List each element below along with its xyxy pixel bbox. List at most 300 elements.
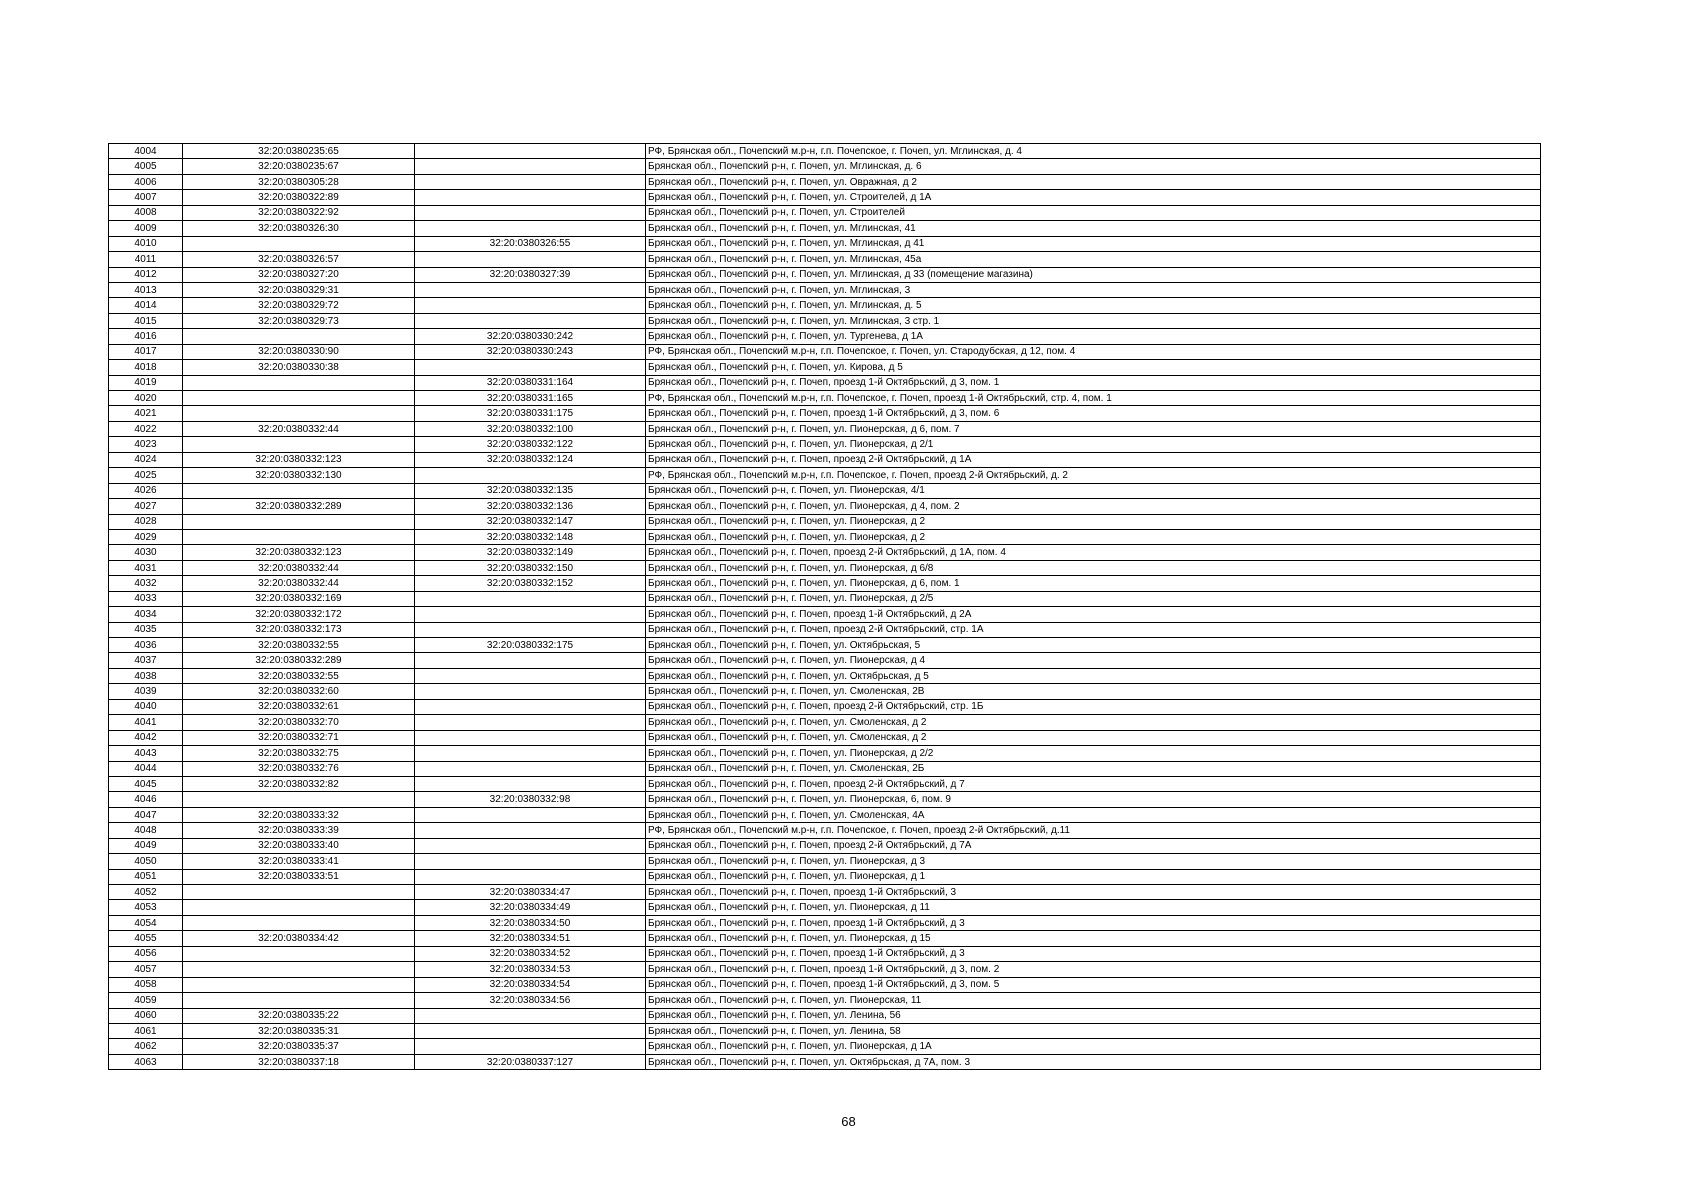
object-number-cell	[415, 761, 646, 776]
table-row	[109, 1008, 1541, 1023]
table-row	[109, 962, 1541, 977]
row-number-cell: 4032	[109, 576, 183, 591]
table-row	[109, 329, 1541, 344]
row-number-cell: 4010	[109, 236, 183, 251]
parcel-number-cell: 32:20:0380332:44	[183, 421, 415, 436]
address-cell: Брянская обл., Почепский р-н, г. Почеп, ул. Пионерская, д 2	[646, 529, 1541, 544]
row-number-cell: 4048	[109, 823, 183, 838]
table-row	[109, 823, 1541, 838]
row-number-cell: 4047	[109, 807, 183, 822]
table-row	[109, 1023, 1541, 1038]
object-number-cell: 32:20:0380332:98	[415, 792, 646, 807]
table-row	[109, 838, 1541, 853]
parcel-number-cell: 32:20:0380332:289	[183, 499, 415, 514]
address-cell: Брянская обл., Почепский р-н, г. Почеп, ул. Ленина, 58	[646, 1023, 1541, 1038]
table-row	[109, 391, 1541, 406]
parcel-number-cell: 32:20:0380332:76	[183, 761, 415, 776]
table-row	[109, 406, 1541, 421]
parcel-number-cell: 32:20:0380333:39	[183, 823, 415, 838]
row-number-cell: 4055	[109, 931, 183, 946]
object-number-cell: 32:20:0380334:49	[415, 900, 646, 915]
object-number-cell: 32:20:0380331:165	[415, 391, 646, 406]
parcel-number-cell: 32:20:0380335:22	[183, 1008, 415, 1023]
row-number-cell: 4059	[109, 993, 183, 1008]
object-number-cell	[415, 190, 646, 205]
row-number-cell: 4060	[109, 1008, 183, 1023]
table-row	[109, 421, 1541, 436]
table-row	[109, 560, 1541, 575]
row-number-cell: 4034	[109, 607, 183, 622]
object-number-cell	[415, 607, 646, 622]
parcel-number-cell: 32:20:0380330:90	[183, 344, 415, 359]
object-number-cell	[415, 144, 646, 159]
object-number-cell	[415, 159, 646, 174]
table-row	[109, 761, 1541, 776]
address-cell: Брянская обл., Почепский р-н, г. Почеп, проезд 1-й Октябрьский, д 3, пом. 5	[646, 977, 1541, 992]
object-number-cell: 32:20:0380330:242	[415, 329, 646, 344]
parcel-number-cell	[183, 962, 415, 977]
table-row	[109, 607, 1541, 622]
row-number-cell: 4031	[109, 560, 183, 575]
object-number-cell	[415, 838, 646, 853]
table-row	[109, 236, 1541, 251]
parcel-number-cell: 32:20:0380332:55	[183, 668, 415, 683]
row-number-cell: 4063	[109, 1054, 183, 1069]
address-cell: Брянская обл., Почепский р-н, г. Почеп, ул. Пионерская, д 3	[646, 854, 1541, 869]
table-row	[109, 483, 1541, 498]
parcel-number-cell: 32:20:0380329:31	[183, 282, 415, 297]
object-number-cell: 32:20:0380332:135	[415, 483, 646, 498]
table-row	[109, 375, 1541, 390]
row-number-cell: 4043	[109, 746, 183, 761]
row-number-cell: 4012	[109, 267, 183, 282]
parcel-number-cell	[183, 514, 415, 529]
parcel-number-cell: 32:20:0380332:130	[183, 468, 415, 483]
address-cell: Брянская обл., Почепский р-н, г. Почеп, ул. Смоленская, 2Б	[646, 761, 1541, 776]
parcel-number-cell	[183, 529, 415, 544]
object-number-cell: 32:20:0380331:164	[415, 375, 646, 390]
table-row	[109, 144, 1541, 159]
parcel-number-cell: 32:20:0380335:31	[183, 1023, 415, 1038]
object-number-cell	[415, 776, 646, 791]
table-row	[109, 499, 1541, 514]
row-number-cell: 4023	[109, 437, 183, 452]
parcel-number-cell: 32:20:0380335:37	[183, 1039, 415, 1054]
row-number-cell: 4037	[109, 653, 183, 668]
address-cell: Брянская обл., Почепский р-н, г. Почеп, ул. Пионерская, д 4, пом. 2	[646, 499, 1541, 514]
row-number-cell: 4018	[109, 360, 183, 375]
object-number-cell: 32:20:0380334:54	[415, 977, 646, 992]
address-cell: Брянская обл., Почепский р-н, г. Почеп, ул. Мглинская, 45а	[646, 252, 1541, 267]
object-number-cell: 32:20:0380334:53	[415, 962, 646, 977]
object-number-cell	[415, 1008, 646, 1023]
object-number-cell: 32:20:0380332:147	[415, 514, 646, 529]
object-number-cell: 32:20:0380334:47	[415, 885, 646, 900]
parcel-number-cell	[183, 236, 415, 251]
row-number-cell: 4027	[109, 499, 183, 514]
object-number-cell	[415, 205, 646, 220]
address-cell: Брянская обл., Почепский р-н, г. Почеп, проезд 1-й Октябрьский, д 3, пом. 2	[646, 962, 1541, 977]
object-number-cell	[415, 653, 646, 668]
table-row	[109, 591, 1541, 606]
row-number-cell: 4016	[109, 329, 183, 344]
registry-table-body	[109, 144, 1541, 1070]
parcel-number-cell: 32:20:0380329:73	[183, 313, 415, 328]
address-cell: Брянская обл., Почепский р-н, г. Почеп, проезд 2-й Октябрьский, д 1А	[646, 452, 1541, 467]
object-number-cell: 32:20:0380332:149	[415, 545, 646, 560]
table-row	[109, 159, 1541, 174]
table-row	[109, 344, 1541, 359]
object-number-cell: 32:20:0380326:55	[415, 236, 646, 251]
row-number-cell: 4004	[109, 144, 183, 159]
row-number-cell: 4044	[109, 761, 183, 776]
row-number-cell: 4042	[109, 730, 183, 745]
object-number-cell: 32:20:0380337:127	[415, 1054, 646, 1069]
address-cell: Брянская обл., Почепский р-н, г. Почеп, ул. Пионерская, д 11	[646, 900, 1541, 915]
object-number-cell	[415, 869, 646, 884]
row-number-cell: 4050	[109, 854, 183, 869]
object-number-cell	[415, 298, 646, 313]
row-number-cell: 4007	[109, 190, 183, 205]
parcel-number-cell: 32:20:0380332:61	[183, 699, 415, 714]
address-cell: Брянская обл., Почепский р-н, г. Почеп, проезд 1-й Октябрьский, д 3, пом. 1	[646, 375, 1541, 390]
address-cell: Брянская обл., Почепский р-н, г. Почеп, ул. Строителей, д 1А	[646, 190, 1541, 205]
address-cell: Брянская обл., Почепский р-н, г. Почеп, ул. Октябрьская, д 5	[646, 668, 1541, 683]
row-number-cell: 4011	[109, 252, 183, 267]
address-cell: Брянская обл., Почепский р-н, г. Почеп, проезд 1-й Октябрьский, д 2А	[646, 607, 1541, 622]
row-number-cell: 4015	[109, 313, 183, 328]
parcel-number-cell: 32:20:0380332:172	[183, 607, 415, 622]
row-number-cell: 4046	[109, 792, 183, 807]
row-number-cell: 4029	[109, 529, 183, 544]
parcel-number-cell	[183, 437, 415, 452]
parcel-number-cell: 32:20:0380329:72	[183, 298, 415, 313]
address-cell: Брянская обл., Почепский р-н, г. Почеп, ул. Пионерская, д 2/1	[646, 437, 1541, 452]
row-number-cell: 4013	[109, 282, 183, 297]
object-number-cell	[415, 174, 646, 189]
parcel-number-cell: 32:20:0380326:30	[183, 221, 415, 236]
table-row	[109, 313, 1541, 328]
object-number-cell: 32:20:0380332:124	[415, 452, 646, 467]
row-number-cell: 4038	[109, 668, 183, 683]
parcel-number-cell: 32:20:0380333:32	[183, 807, 415, 822]
address-cell: Брянская обл., Почепский р-н, г. Почеп, ул. Ленина, 56	[646, 1008, 1541, 1023]
parcel-number-cell: 32:20:0380332:173	[183, 622, 415, 637]
table-row	[109, 622, 1541, 637]
row-number-cell: 4024	[109, 452, 183, 467]
address-cell: РФ, Брянская обл., Почепский м.р-н, г.п. Почепское, г. Почеп, проезд 1-й Октябрьский, стр. 4, пом. 1	[646, 391, 1541, 406]
table-row	[109, 699, 1541, 714]
address-cell: Брянская обл., Почепский р-н, г. Почеп, ул. Мглинская, д 41	[646, 236, 1541, 251]
row-number-cell: 4058	[109, 977, 183, 992]
parcel-number-cell	[183, 977, 415, 992]
object-number-cell: 32:20:0380327:39	[415, 267, 646, 282]
row-number-cell: 4014	[109, 298, 183, 313]
address-cell: Брянская обл., Почепский р-н, г. Почеп, ул. Пионерская, д 2/5	[646, 591, 1541, 606]
row-number-cell: 4057	[109, 962, 183, 977]
object-number-cell	[415, 1039, 646, 1054]
table-row	[109, 885, 1541, 900]
row-number-cell: 4045	[109, 776, 183, 791]
parcel-number-cell	[183, 329, 415, 344]
table-row	[109, 267, 1541, 282]
parcel-number-cell	[183, 900, 415, 915]
parcel-number-cell: 32:20:0380305:28	[183, 174, 415, 189]
table-row	[109, 282, 1541, 297]
address-cell: Брянская обл., Почепский р-н, г. Почеп, ул. Пионерская, д 1А	[646, 1039, 1541, 1054]
object-number-cell: 32:20:0380332:175	[415, 638, 646, 653]
registry-table	[108, 143, 1541, 1070]
table-row	[109, 730, 1541, 745]
table-row	[109, 576, 1541, 591]
table-row	[109, 514, 1541, 529]
address-cell: Брянская обл., Почепский р-н, г. Почеп, ул. Мглинская, д. 6	[646, 159, 1541, 174]
parcel-number-cell: 32:20:0380332:71	[183, 730, 415, 745]
parcel-number-cell: 32:20:0380332:123	[183, 545, 415, 560]
parcel-number-cell	[183, 915, 415, 930]
object-number-cell: 32:20:0380332:122	[415, 437, 646, 452]
parcel-number-cell: 32:20:0380332:44	[183, 560, 415, 575]
table-row	[109, 529, 1541, 544]
row-number-cell: 4022	[109, 421, 183, 436]
address-cell: РФ, Брянская обл., Почепский м.р-н, г.п. Почепское, г. Почеп, проезд 2-й Октябрьский, д. 2	[646, 468, 1541, 483]
address-cell: РФ, Брянская обл., Почепский м.р-н, г.п. Почепское, г. Почеп, проезд 2-й Октябрьский, д.11	[646, 823, 1541, 838]
parcel-number-cell: 32:20:0380332:55	[183, 638, 415, 653]
parcel-number-cell: 32:20:0380334:42	[183, 931, 415, 946]
address-cell: Брянская обл., Почепский р-н, г. Почеп, проезд 1-й Октябрьский, д 3	[646, 915, 1541, 930]
row-number-cell: 4051	[109, 869, 183, 884]
object-number-cell	[415, 854, 646, 869]
parcel-number-cell: 32:20:0380332:70	[183, 715, 415, 730]
address-cell: Брянская обл., Почепский р-н, г. Почеп, ул. Тургенева, д 1А	[646, 329, 1541, 344]
address-cell: Брянская обл., Почепский р-н, г. Почеп, ул. Пионерская, д 6, пом. 7	[646, 421, 1541, 436]
table-row	[109, 869, 1541, 884]
object-number-cell	[415, 746, 646, 761]
address-cell: Брянская обл., Почепский р-н, г. Почеп, ул. Строителей	[646, 205, 1541, 220]
object-number-cell	[415, 730, 646, 745]
table-row	[109, 977, 1541, 992]
table-row	[109, 298, 1541, 313]
row-number-cell: 4040	[109, 699, 183, 714]
parcel-number-cell: 32:20:0380235:67	[183, 159, 415, 174]
address-cell: Брянская обл., Почепский р-н, г. Почеп, ул. Смоленская, 2В	[646, 684, 1541, 699]
table-row	[109, 468, 1541, 483]
row-number-cell: 4035	[109, 622, 183, 637]
object-number-cell	[415, 699, 646, 714]
table-row	[109, 174, 1541, 189]
parcel-number-cell: 32:20:0380235:65	[183, 144, 415, 159]
row-number-cell: 4036	[109, 638, 183, 653]
parcel-number-cell: 32:20:0380332:44	[183, 576, 415, 591]
address-cell: Брянская обл., Почепский р-н, г. Почеп, ул. Смоленская, 4А	[646, 807, 1541, 822]
address-cell: Брянская обл., Почепский р-н, г. Почеп, ул. Октябрьская, 5	[646, 638, 1541, 653]
row-number-cell: 4009	[109, 221, 183, 236]
row-number-cell: 4052	[109, 885, 183, 900]
table-row	[109, 900, 1541, 915]
object-number-cell: 32:20:0380334:56	[415, 993, 646, 1008]
object-number-cell: 32:20:0380334:50	[415, 915, 646, 930]
parcel-number-cell	[183, 391, 415, 406]
row-number-cell: 4061	[109, 1023, 183, 1038]
table-row	[109, 684, 1541, 699]
table-row	[109, 653, 1541, 668]
row-number-cell: 4021	[109, 406, 183, 421]
object-number-cell: 32:20:0380332:100	[415, 421, 646, 436]
object-number-cell: 32:20:0380334:52	[415, 946, 646, 961]
parcel-number-cell: 32:20:0380332:60	[183, 684, 415, 699]
row-number-cell: 4019	[109, 375, 183, 390]
table-row	[109, 252, 1541, 267]
table-row	[109, 360, 1541, 375]
parcel-number-cell	[183, 375, 415, 390]
address-cell: Брянская обл., Почепский р-н, г. Почеп, ул. Смоленская, д 2	[646, 715, 1541, 730]
address-cell: Брянская обл., Почепский р-н, г. Почеп, ул. Пионерская, 11	[646, 993, 1541, 1008]
object-number-cell	[415, 1023, 646, 1038]
address-cell: Брянская обл., Почепский р-н, г. Почеп, ул. Пионерская, д 15	[646, 931, 1541, 946]
object-number-cell: 32:20:0380334:51	[415, 931, 646, 946]
object-number-cell	[415, 591, 646, 606]
row-number-cell: 4028	[109, 514, 183, 529]
object-number-cell	[415, 282, 646, 297]
parcel-number-cell: 32:20:0380322:92	[183, 205, 415, 220]
row-number-cell: 4005	[109, 159, 183, 174]
address-cell: Брянская обл., Почепский р-н, г. Почеп, ул. Пионерская, д 2/2	[646, 746, 1541, 761]
address-cell: Брянская обл., Почепский р-н, г. Почеп, ул. Мглинская, д 33 (помещение магазина)	[646, 267, 1541, 282]
table-row	[109, 746, 1541, 761]
row-number-cell: 4008	[109, 205, 183, 220]
object-number-cell	[415, 668, 646, 683]
parcel-number-cell: 32:20:0380326:57	[183, 252, 415, 267]
address-cell: Брянская обл., Почепский р-н, г. Почеп, проезд 1-й Октябрьский, 3	[646, 885, 1541, 900]
parcel-number-cell: 32:20:0380327:20	[183, 267, 415, 282]
parcel-number-cell: 32:20:0380322:89	[183, 190, 415, 205]
table-row	[109, 931, 1541, 946]
page-number: 68	[841, 1114, 856, 1129]
address-cell: Брянская обл., Почепский р-н, г. Почеп, ул. Мглинская, 3 стр. 1	[646, 313, 1541, 328]
object-number-cell	[415, 221, 646, 236]
object-number-cell: 32:20:0380330:243	[415, 344, 646, 359]
object-number-cell	[415, 684, 646, 699]
table-row	[109, 190, 1541, 205]
address-cell: Брянская обл., Почепский р-н, г. Почеп, проезд 2-й Октябрьский, стр. 1А	[646, 622, 1541, 637]
parcel-number-cell: 32:20:0380337:18	[183, 1054, 415, 1069]
object-number-cell	[415, 313, 646, 328]
table-row	[109, 452, 1541, 467]
address-cell: Брянская обл., Почепский р-н, г. Почеп, ул. Смоленская, д 2	[646, 730, 1541, 745]
object-number-cell	[415, 807, 646, 822]
row-number-cell: 4033	[109, 591, 183, 606]
address-cell: Брянская обл., Почепский р-н, г. Почеп, проезд 1-й Октябрьский, д 3	[646, 946, 1541, 961]
address-cell: РФ, Брянская обл., Почепский м.р-н, г.п. Почепское, г. Почеп, ул. Стародубская, д 12, пом. 4	[646, 344, 1541, 359]
table-row	[109, 545, 1541, 560]
parcel-number-cell: 32:20:0380333:51	[183, 869, 415, 884]
object-number-cell: 32:20:0380332:136	[415, 499, 646, 514]
address-cell: Брянская обл., Почепский р-н, г. Почеп, ул. Пионерская, д 1	[646, 869, 1541, 884]
row-number-cell: 4056	[109, 946, 183, 961]
table-row	[109, 792, 1541, 807]
table-row	[109, 205, 1541, 220]
parcel-number-cell	[183, 946, 415, 961]
address-cell: Брянская обл., Почепский р-н, г. Почеп, ул. Пионерская, 4/1	[646, 483, 1541, 498]
object-number-cell: 32:20:0380332:148	[415, 529, 646, 544]
row-number-cell: 4030	[109, 545, 183, 560]
parcel-number-cell: 32:20:0380332:82	[183, 776, 415, 791]
table-row	[109, 638, 1541, 653]
parcel-number-cell: 32:20:0380332:123	[183, 452, 415, 467]
address-cell: Брянская обл., Почепский р-н, г. Почеп, ул. Мглинская, 3	[646, 282, 1541, 297]
table-row	[109, 993, 1541, 1008]
address-cell: Брянская обл., Почепский р-н, г. Почеп, проезд 1-й Октябрьский, д 3, пом. 6	[646, 406, 1541, 421]
parcel-number-cell	[183, 885, 415, 900]
address-cell: Брянская обл., Почепский р-н, г. Почеп, ул. Мглинская, д. 5	[646, 298, 1541, 313]
table-row	[109, 807, 1541, 822]
row-number-cell: 4017	[109, 344, 183, 359]
row-number-cell: 4049	[109, 838, 183, 853]
address-cell: Брянская обл., Почепский р-н, г. Почеп, проезд 2-й Октябрьский, д 7А	[646, 838, 1541, 853]
address-cell: Брянская обл., Почепский р-н, г. Почеп, ул. Овражная, д 2	[646, 174, 1541, 189]
row-number-cell: 4026	[109, 483, 183, 498]
parcel-number-cell: 32:20:0380333:41	[183, 854, 415, 869]
address-cell: Брянская обл., Почепский р-н, г. Почеп, ул. Пионерская, д 6, пом. 1	[646, 576, 1541, 591]
address-cell: Брянская обл., Почепский р-н, г. Почеп, проезд 2-й Октябрьский, д 7	[646, 776, 1541, 791]
address-cell: Брянская обл., Почепский р-н, г. Почеп, ул. Пионерская, 6, пом. 9	[646, 792, 1541, 807]
row-number-cell: 4039	[109, 684, 183, 699]
table-row	[109, 1054, 1541, 1069]
table-row	[109, 854, 1541, 869]
table-row	[109, 715, 1541, 730]
row-number-cell: 4062	[109, 1039, 183, 1054]
parcel-number-cell	[183, 406, 415, 421]
row-number-cell: 4006	[109, 174, 183, 189]
row-number-cell: 4054	[109, 915, 183, 930]
address-cell: Брянская обл., Почепский р-н, г. Почеп, ул. Пионерская, д 6/8	[646, 560, 1541, 575]
object-number-cell	[415, 622, 646, 637]
object-number-cell: 32:20:0380332:152	[415, 576, 646, 591]
parcel-number-cell	[183, 993, 415, 1008]
table-row	[109, 776, 1541, 791]
table-row	[109, 668, 1541, 683]
table-row	[109, 915, 1541, 930]
parcel-number-cell: 32:20:0380330:38	[183, 360, 415, 375]
parcel-number-cell	[183, 483, 415, 498]
object-number-cell	[415, 360, 646, 375]
parcel-number-cell: 32:20:0380332:289	[183, 653, 415, 668]
address-cell: Брянская обл., Почепский р-н, г. Почеп, ул. Кирова, д 5	[646, 360, 1541, 375]
address-cell: Брянская обл., Почепский р-н, г. Почеп, проезд 2-й Октябрьский, стр. 1Б	[646, 699, 1541, 714]
address-cell: Брянская обл., Почепский р-н, г. Почеп, ул. Пионерская, д 2	[646, 514, 1541, 529]
address-cell: Брянская обл., Почепский р-н, г. Почеп, проезд 2-й Октябрьский, д 1А, пом. 4	[646, 545, 1541, 560]
table-row	[109, 946, 1541, 961]
address-cell: Брянская обл., Почепский р-н, г. Почеп, ул. Пионерская, д 4	[646, 653, 1541, 668]
object-number-cell	[415, 252, 646, 267]
parcel-number-cell	[183, 792, 415, 807]
address-cell: Брянская обл., Почепский р-н, г. Почеп, ул. Мглинская, 41	[646, 221, 1541, 236]
row-number-cell: 4020	[109, 391, 183, 406]
parcel-number-cell: 32:20:0380332:75	[183, 746, 415, 761]
object-number-cell	[415, 823, 646, 838]
table-row	[109, 221, 1541, 236]
row-number-cell: 4025	[109, 468, 183, 483]
object-number-cell: 32:20:0380331:175	[415, 406, 646, 421]
object-number-cell	[415, 468, 646, 483]
address-cell: Брянская обл., Почепский р-н, г. Почеп, ул. Октябрьская, д 7А, пом. 3	[646, 1054, 1541, 1069]
row-number-cell: 4053	[109, 900, 183, 915]
row-number-cell: 4041	[109, 715, 183, 730]
table-row	[109, 1039, 1541, 1054]
parcel-number-cell: 32:20:0380333:40	[183, 838, 415, 853]
table-row	[109, 437, 1541, 452]
object-number-cell	[415, 715, 646, 730]
